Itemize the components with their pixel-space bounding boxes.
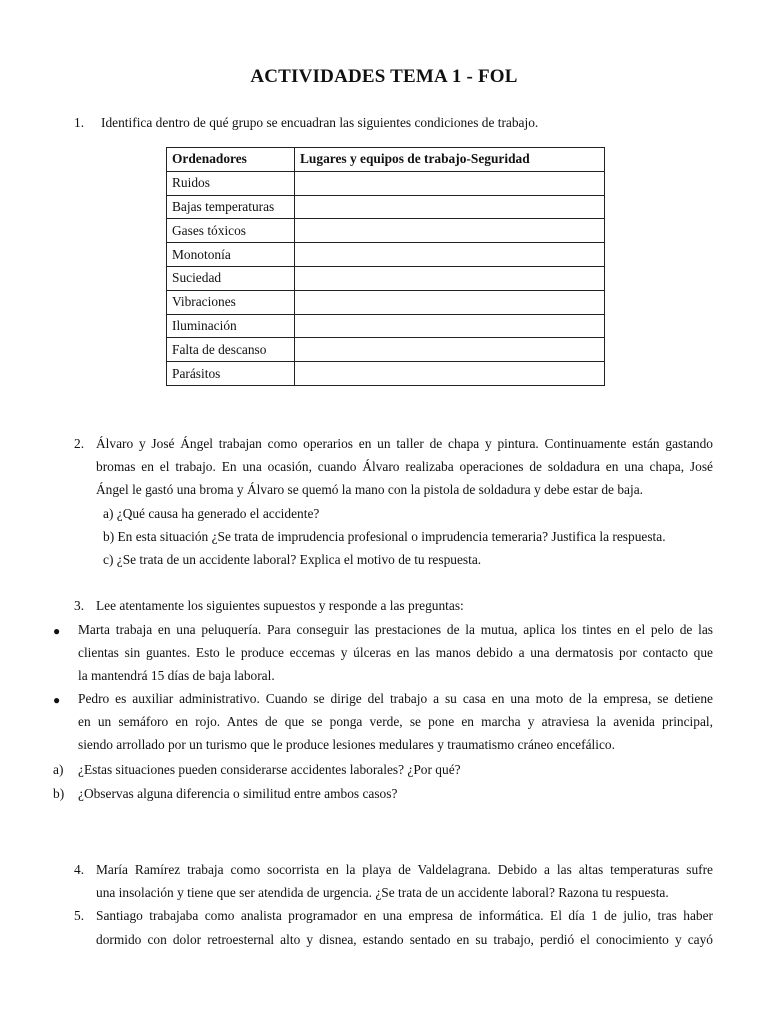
q4-line: una insolación y tiene que ser atendida de urgencia. ¿Se trata de un accidente laboral? Razona tu respuesta. <box>96 885 669 900</box>
q4-line: María Ramírez trabaja como socorrista en la playa de Valdelagrana. Debido a las altas temperaturas sufre <box>96 862 713 877</box>
table-cell: Suciedad <box>167 266 295 290</box>
table-cell-empty <box>295 195 605 219</box>
table-cell: Iluminación <box>167 314 295 338</box>
table-cell-empty <box>295 171 605 195</box>
q5-line: dormido con dolor retroesternal alto y disnea, estando sentado en su trabajo, perdió el conocimiento y cayó <box>96 932 713 947</box>
table-row <box>167 195 605 219</box>
page-title: ACTIVIDADES TEMA 1 - FOL <box>250 66 518 87</box>
table-cell-empty <box>295 219 605 243</box>
q2-number: 2. <box>74 436 85 451</box>
table-row <box>167 171 605 195</box>
q1-text: Identifica dentro de qué grupo se encuadran las siguientes condiciones de trabajo. <box>101 115 539 130</box>
table-header-cell: Lugares y equipos de trabajo-Seguridad <box>295 148 605 172</box>
bullet-icon: ● <box>53 693 61 707</box>
table-row <box>167 314 605 338</box>
table-cell: Gases tóxicos <box>167 219 295 243</box>
q3-b-text: ¿Observas alguna diferencia o similitud entre ambos casos? <box>78 786 398 801</box>
table-row <box>167 243 605 267</box>
table-cell: Vibraciones <box>167 290 295 314</box>
table-cell-empty <box>295 314 605 338</box>
q2-item-b: b) En esta situación ¿Se trata de imprudencia profesional o imprudencia temeraria? Justifica la respuesta. <box>103 529 666 544</box>
q2-line: Ángel le gastó una broma y Álvaro se quemó la mano con la pistola de soldadura y debe estar de baja. <box>96 482 643 497</box>
q3-bullet2-line: en un semáforo en rojo. Antes de que se ponga verde, se pone en marcha y atraviesa la avenida principal, <box>78 714 713 729</box>
table-cell-empty <box>295 243 605 267</box>
table-row <box>167 266 605 290</box>
table-row <box>167 362 605 386</box>
table-cell: Falta de descanso <box>167 338 295 362</box>
q1-number: 1. <box>74 115 85 130</box>
q3-text: Lee atentamente los siguientes supuestos y responde a las preguntas: <box>96 598 464 613</box>
q3-bullet1-line: Marta trabaja en una peluquería. Para conseguir las prestaciones de la mutua, aplica los tintes en el pelo de las <box>78 622 713 637</box>
q2-item-a: a) ¿Qué causa ha generado el accidente? <box>103 506 320 521</box>
table-row <box>167 338 605 362</box>
conditions-table <box>166 147 605 386</box>
q3-b-label: b) <box>53 786 65 801</box>
q2-item-c: c) ¿Se trata de un accidente laboral? Explica el motivo de tu respuesta. <box>103 552 482 567</box>
q3-a-text: ¿Estas situaciones pueden considerarse accidentes laborales? ¿Por qué? <box>78 762 461 777</box>
table-cell: Bajas temperaturas <box>167 195 295 219</box>
q3-bullet2-line: siendo arrollado por un turismo que le produce lesiones medulares y traumatismo cráneo encefálico. <box>78 737 615 752</box>
table-row <box>167 219 605 243</box>
q4-number: 4. <box>74 862 85 877</box>
table-cell-empty <box>295 338 605 362</box>
q5-number: 5. <box>74 908 85 923</box>
bullet-icon: ● <box>53 624 61 638</box>
q3-bullet1-line: la mantendrá 15 días de baja laboral. <box>78 668 275 683</box>
table-cell: Parásitos <box>167 362 295 386</box>
q2-line: bromas en el trabajo. En una ocasión, cuando Álvaro realizaba operaciones de soldadura en una chapa, José <box>96 459 713 474</box>
table-header-row <box>167 148 605 172</box>
table-header-cell: Ordenadores <box>167 148 295 172</box>
q3-number: 3. <box>74 598 85 613</box>
q5-line: Santiago trabajaba como analista programador en una empresa de informática. El día 1 de julio, tras haber <box>96 908 713 923</box>
q3-bullet1-line: clientas sin guantes. Esto le produce eccemas y úlceras en las manos debido a una dermatosis por contacto que <box>78 645 713 660</box>
q2-line: Álvaro y José Ángel trabajan como operarios en un taller de chapa y pintura. Continuamente están gastando <box>96 436 713 451</box>
table-cell: Monotonía <box>167 243 295 267</box>
table-cell-empty <box>295 266 605 290</box>
table-cell-empty <box>295 362 605 386</box>
q3-bullet2-line: Pedro es auxiliar administrativo. Cuando se dirige del trabajo a su casa en una moto de la empresa, se detiene <box>78 691 713 706</box>
table-cell-empty <box>295 290 605 314</box>
table-cell: Ruidos <box>167 171 295 195</box>
q3-a-label: a) <box>53 762 64 777</box>
table-row <box>167 290 605 314</box>
